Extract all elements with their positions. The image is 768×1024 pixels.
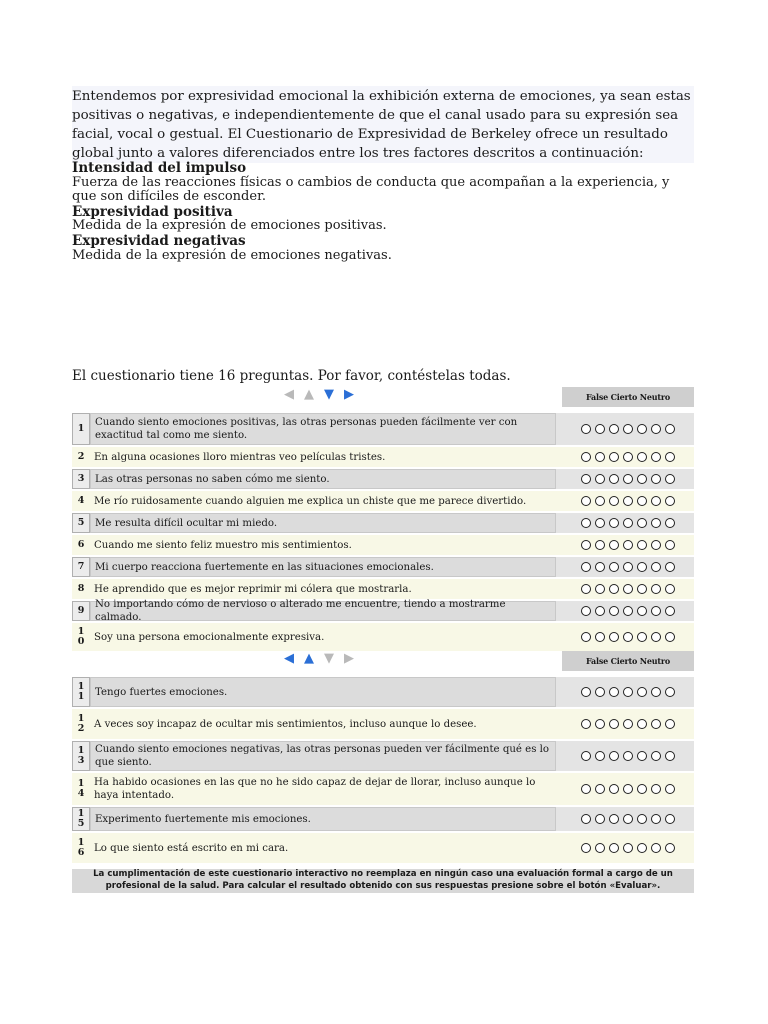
answer-radio[interactable]: [595, 687, 605, 697]
answer-radio[interactable]: [595, 424, 605, 434]
answer-radio[interactable]: [609, 584, 619, 594]
answer-radio[interactable]: [637, 606, 647, 616]
answer-radio[interactable]: [595, 784, 605, 794]
instructions: El cuestionario tiene 16 preguntas. Por favor, contéstelas todas.: [72, 368, 511, 384]
answer-radio[interactable]: [623, 474, 633, 484]
answer-radio[interactable]: [665, 687, 675, 697]
answer-options: [562, 784, 694, 794]
answer-radio[interactable]: [651, 719, 661, 729]
answer-radio[interactable]: [665, 784, 675, 794]
answer-radio[interactable]: [623, 518, 633, 528]
question-row: [72, 807, 694, 831]
answer-radio[interactable]: [609, 687, 619, 697]
answer-radio[interactable]: [637, 632, 647, 642]
answer-radio[interactable]: [581, 584, 591, 594]
answer-radio[interactable]: [581, 843, 591, 853]
question-row: [72, 513, 694, 533]
answer-radio[interactable]: [609, 424, 619, 434]
answer-radio[interactable]: [637, 814, 647, 824]
factor-desc: Fuerza de las reacciones físicas o cambios de conducta que acompañan a la experiencia, y que son difíciles de esconder.: [72, 174, 670, 205]
question-number: 1 3: [72, 741, 90, 771]
answer-radio[interactable]: [581, 424, 591, 434]
factor-term: Expresividad positiva: [72, 203, 233, 220]
answer-radio[interactable]: [623, 687, 633, 697]
answer-radio[interactable]: [637, 452, 647, 462]
question-number: 1 5: [72, 807, 90, 831]
answer-radio[interactable]: [665, 584, 675, 594]
answer-radio[interactable]: [609, 452, 619, 462]
answer-radio[interactable]: [637, 584, 647, 594]
answer-radio[interactable]: [595, 843, 605, 853]
answer-radio[interactable]: [623, 562, 633, 572]
answer-radio[interactable]: [581, 496, 591, 506]
question-row: [72, 709, 694, 739]
answer-radio[interactable]: [623, 632, 633, 642]
question-row: [72, 833, 694, 863]
answer-options: [562, 719, 694, 729]
answer-radio[interactable]: [609, 518, 619, 528]
answer-radio[interactable]: [609, 540, 619, 550]
question-text: Soy una persona emocionalmente expresiva.: [94, 631, 325, 643]
questionnaire-page-1: [72, 387, 694, 653]
question-row: [72, 469, 694, 489]
answer-radio[interactable]: [595, 814, 605, 824]
answer-radio[interactable]: [595, 518, 605, 528]
answer-options: [562, 843, 694, 853]
question-text: No importando cómo de nervioso o alterado me encuentre, tiendo a mostrarme calmado.: [90, 601, 556, 621]
answer-radio[interactable]: [665, 632, 675, 642]
question-text: Ha habido ocasiones en las que no he sido capaz de dejar de llorar, incluso aunque lo haya intentado.: [94, 777, 536, 801]
answer-radio[interactable]: [651, 496, 661, 506]
answer-radio[interactable]: [637, 843, 647, 853]
answer-options: [562, 496, 694, 506]
options-header: False Cierto Neutro: [562, 651, 694, 671]
question-number: 1 2: [77, 713, 85, 734]
answer-radio[interactable]: [581, 687, 591, 697]
factor-term: Expresividad negativas: [72, 232, 246, 249]
answer-options: [562, 424, 694, 434]
answer-radio[interactable]: [623, 452, 633, 462]
question-number: 1 1: [72, 677, 90, 707]
question-text: En alguna ocasiones lloro mientras veo películas tristes.: [94, 451, 386, 463]
answer-radio[interactable]: [665, 452, 675, 462]
question-text: Experimento fuertemente mis emociones.: [90, 807, 556, 831]
question-number: 1 0: [77, 626, 85, 647]
answer-radio[interactable]: [623, 814, 633, 824]
answer-radio[interactable]: [651, 540, 661, 550]
answer-radio[interactable]: [581, 452, 591, 462]
answer-radio[interactable]: [637, 424, 647, 434]
question-text: Mi cuerpo reacciona fuertemente en las situaciones emocionales.: [90, 557, 556, 577]
answer-radio[interactable]: [609, 562, 619, 572]
question-row: [72, 413, 694, 445]
question-number: 2: [77, 451, 85, 462]
answer-radio[interactable]: [665, 606, 675, 616]
answer-radio[interactable]: [595, 606, 605, 616]
answer-radio[interactable]: [623, 606, 633, 616]
answer-radio[interactable]: [651, 474, 661, 484]
answer-radio[interactable]: [637, 474, 647, 484]
disclaimer-footer: La cumplimentación de este cuestionario interactivo no reemplaza en ningún caso una evaluación formal a cargo de un profesional de la salud. Para calcular el resultado obtenido con sus respuestas presione sobre el botón «Evaluar».: [72, 869, 694, 893]
answer-radio[interactable]: [581, 562, 591, 572]
answer-radio[interactable]: [651, 606, 661, 616]
answer-radio[interactable]: [637, 518, 647, 528]
answer-radio[interactable]: [609, 474, 619, 484]
question-text: Cuando siento emociones positivas, las otras personas pueden fácilmente ver con exactitud tal como me siento.: [90, 413, 556, 445]
answer-options: [562, 474, 694, 484]
answer-options: [562, 540, 694, 550]
arrow-right-icon[interactable]: ▶: [344, 387, 354, 402]
answer-radio[interactable]: [623, 719, 633, 729]
question-text: Lo que siento está escrito en mi cara.: [94, 842, 289, 854]
answer-radio[interactable]: [595, 452, 605, 462]
answer-radio[interactable]: [665, 474, 675, 484]
answer-radio[interactable]: [581, 474, 591, 484]
question-row: [72, 579, 694, 599]
answer-radio[interactable]: [581, 540, 591, 550]
answer-radio[interactable]: [581, 518, 591, 528]
question-row: [72, 741, 694, 771]
nav-arrows: [282, 388, 362, 402]
answer-radio[interactable]: [595, 751, 605, 761]
question-text: Me río ruidosamente cuando alguien me explica un chiste que me parece divertido.: [94, 495, 527, 507]
question-number: 3: [72, 469, 90, 489]
answer-radio[interactable]: [651, 518, 661, 528]
answer-radio[interactable]: [581, 814, 591, 824]
answer-options: [562, 632, 694, 642]
answer-options: [562, 584, 694, 594]
factor-desc: Medida de la expresión de emociones negativas.: [72, 247, 392, 263]
nav-arrows: [282, 652, 362, 666]
answer-radio[interactable]: [609, 843, 619, 853]
answer-radio[interactable]: [581, 606, 591, 616]
answer-radio[interactable]: [651, 562, 661, 572]
answer-radio[interactable]: [623, 496, 633, 506]
answer-radio[interactable]: [623, 843, 633, 853]
question-number: 9: [72, 601, 90, 621]
answer-radio[interactable]: [609, 751, 619, 761]
options-header: False Cierto Neutro: [562, 387, 694, 407]
answer-options: [562, 518, 694, 528]
question-row: [72, 447, 694, 467]
answer-options: [562, 606, 694, 616]
answer-radio[interactable]: [665, 518, 675, 528]
arrow-down-icon[interactable]: ▼: [324, 387, 334, 402]
question-text: He aprendido que es mejor reprimir mi cólera que mostrarla.: [94, 583, 412, 595]
answer-radio[interactable]: [665, 540, 675, 550]
answer-radio[interactable]: [665, 843, 675, 853]
answer-radio[interactable]: [665, 562, 675, 572]
answer-radio[interactable]: [623, 540, 633, 550]
answer-radio[interactable]: [595, 719, 605, 729]
question-text: Cuando siento emociones negativas, las otras personas pueden ver fácilmente qué es lo que siento.: [90, 741, 556, 771]
question-number: 5: [72, 513, 90, 533]
answer-radio[interactable]: [651, 784, 661, 794]
answer-radio[interactable]: [651, 687, 661, 697]
answer-radio[interactable]: [637, 687, 647, 697]
question-number: 4: [77, 495, 85, 506]
question-number: 6: [77, 539, 85, 550]
factor-desc: Medida de la expresión de emociones positivas.: [72, 218, 387, 234]
factor-term: Intensidad del impulso: [72, 160, 247, 176]
answer-radio[interactable]: [609, 632, 619, 642]
question-row: [72, 557, 694, 577]
arrow-left-icon[interactable]: ◀: [284, 651, 294, 666]
question-row: [72, 677, 694, 707]
answer-options: [562, 687, 694, 697]
question-text: Tengo fuertes emociones.: [90, 677, 556, 707]
answer-radio[interactable]: [623, 751, 633, 761]
answer-radio[interactable]: [665, 424, 675, 434]
answer-radio[interactable]: [651, 584, 661, 594]
arrow-up-icon[interactable]: ▲: [304, 387, 314, 402]
intro-paragraph: Entendemos por expresividad emocional la exhibición externa de emociones, ya sean estas positivas o negativas, e independientemente de que el canal usado para su expresión sea facial, vocal o gestual. El Cuestionario de Expresividad de Berkeley ofrece un resultado global junto a valores diferenciados entre los tres factores descritos a continuación:: [72, 86, 694, 163]
question-text: Las otras personas no saben cómo me siento.: [90, 469, 556, 489]
answer-radio[interactable]: [637, 784, 647, 794]
answer-radio[interactable]: [595, 496, 605, 506]
answer-radio[interactable]: [609, 606, 619, 616]
answer-radio[interactable]: [595, 562, 605, 572]
answer-radio[interactable]: [623, 784, 633, 794]
answer-radio[interactable]: [637, 719, 647, 729]
arrow-up-icon[interactable]: ▲: [304, 651, 314, 666]
answer-radio[interactable]: [651, 452, 661, 462]
answer-radio[interactable]: [581, 719, 591, 729]
answer-radio[interactable]: [609, 784, 619, 794]
answer-radio[interactable]: [595, 632, 605, 642]
arrow-down-icon[interactable]: ▼: [324, 651, 334, 666]
nav-row: [72, 651, 694, 671]
answer-options: [562, 751, 694, 761]
answer-radio[interactable]: [665, 496, 675, 506]
arrow-right-icon[interactable]: ▶: [344, 651, 354, 666]
question-number: 1: [72, 413, 90, 445]
answer-radio[interactable]: [651, 843, 661, 853]
answer-radio[interactable]: [609, 719, 619, 729]
question-number: 1 4: [77, 778, 85, 799]
answer-radio[interactable]: [595, 584, 605, 594]
answer-radio[interactable]: [581, 784, 591, 794]
questionnaire-page-2: [72, 651, 694, 865]
question-number: 7: [72, 557, 90, 577]
answer-radio[interactable]: [651, 424, 661, 434]
arrow-left-icon[interactable]: ◀: [284, 387, 294, 402]
answer-radio[interactable]: [665, 814, 675, 824]
question-text: Cuando me siento feliz muestro mis sentimientos.: [94, 539, 352, 551]
answer-radio[interactable]: [637, 496, 647, 506]
question-number: 1 6: [77, 837, 85, 858]
question-text: Me resulta difícil ocultar mi miedo.: [90, 513, 556, 533]
answer-radio[interactable]: [637, 751, 647, 761]
question-row: [72, 601, 694, 621]
answer-options: [562, 562, 694, 572]
answer-radio[interactable]: [651, 632, 661, 642]
answer-radio[interactable]: [651, 751, 661, 761]
answer-radio[interactable]: [637, 562, 647, 572]
answer-options: [562, 452, 694, 462]
factor-definitions: [72, 161, 694, 263]
answer-radio[interactable]: [651, 814, 661, 824]
answer-radio[interactable]: [623, 584, 633, 594]
answer-radio[interactable]: [623, 424, 633, 434]
answer-radio[interactable]: [637, 540, 647, 550]
answer-radio[interactable]: [595, 474, 605, 484]
question-row: [72, 773, 694, 805]
question-row: [72, 535, 694, 555]
question-number: 8: [77, 583, 85, 594]
question-row: [72, 491, 694, 511]
question-row: [72, 623, 694, 651]
answer-radio[interactable]: [581, 751, 591, 761]
answer-radio[interactable]: [609, 814, 619, 824]
answer-options: [562, 814, 694, 824]
answer-radio[interactable]: [581, 632, 591, 642]
answer-radio[interactable]: [609, 496, 619, 506]
answer-radio[interactable]: [665, 719, 675, 729]
answer-radio[interactable]: [595, 540, 605, 550]
nav-row: [72, 387, 694, 407]
question-text: A veces soy incapaz de ocultar mis sentimientos, incluso aunque lo desee.: [94, 718, 477, 730]
answer-radio[interactable]: [665, 751, 675, 761]
